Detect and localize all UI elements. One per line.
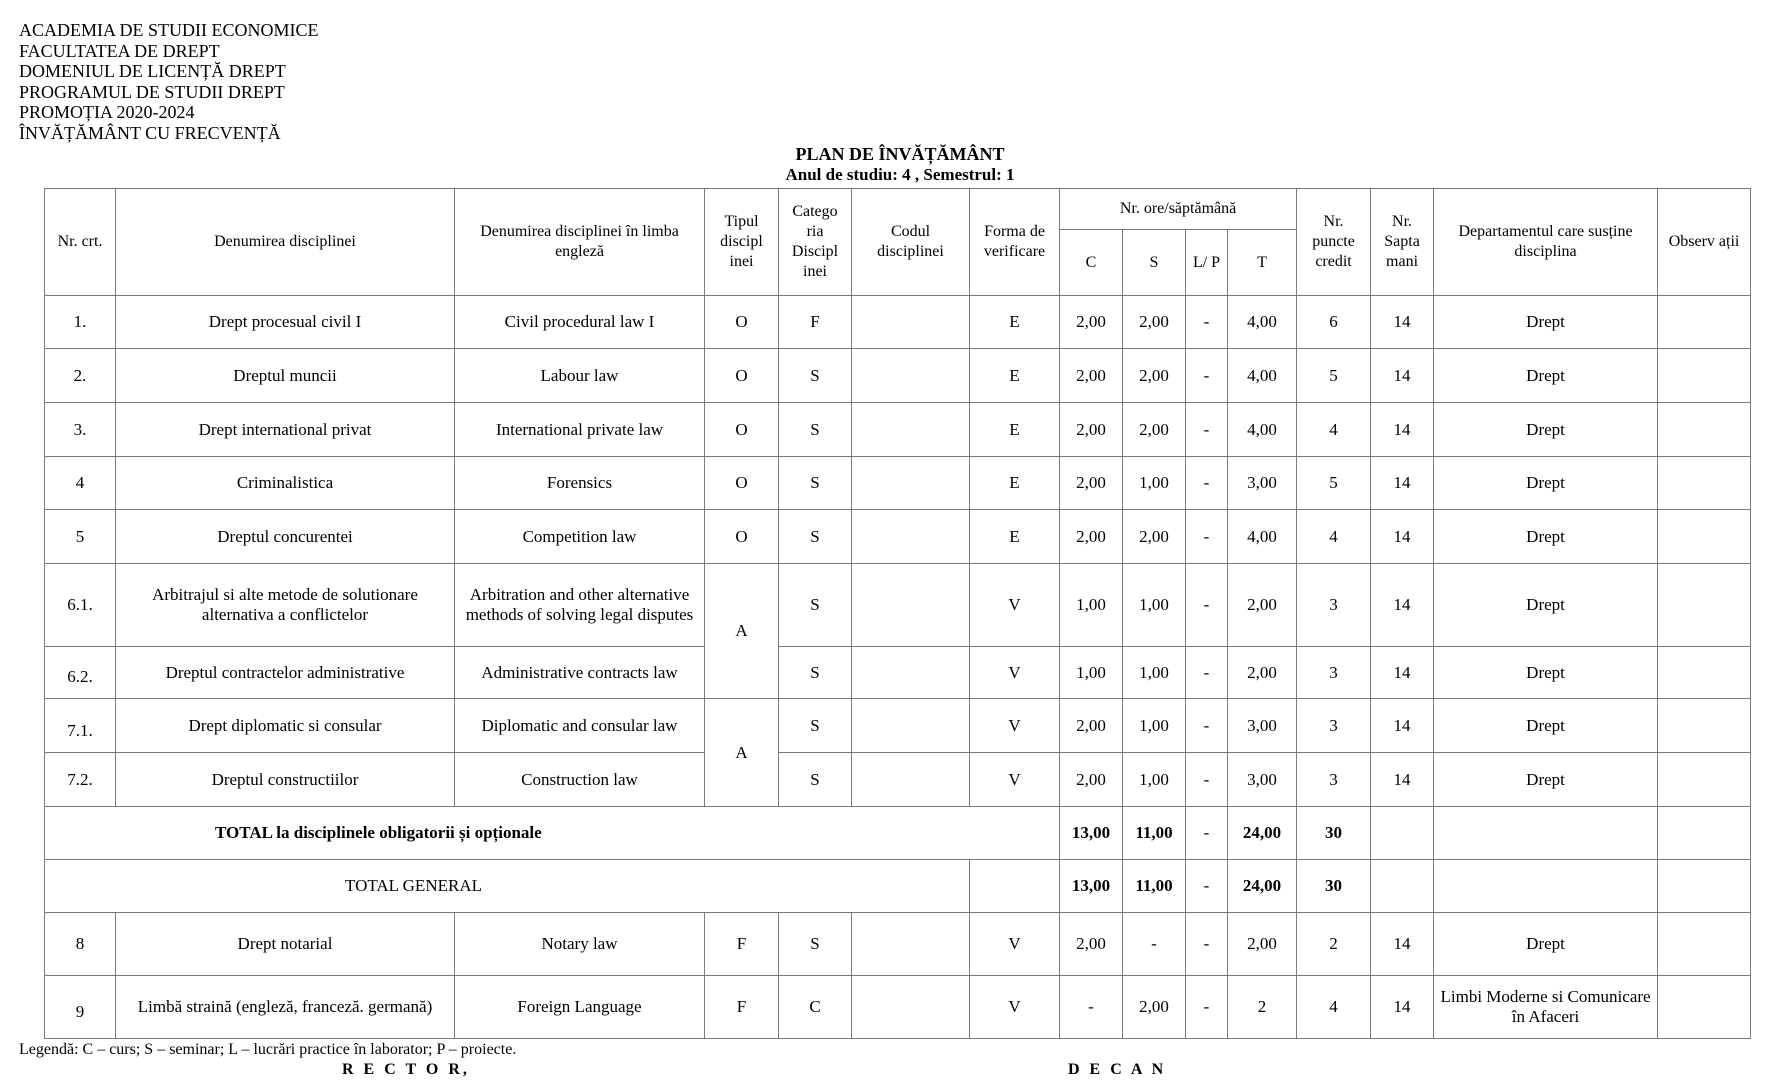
cell-s: 1,00 <box>1123 699 1186 753</box>
cell-nr: 8 <box>45 913 116 976</box>
col-header-s: S <box>1123 230 1186 296</box>
cell-cod <box>852 349 970 403</box>
cell-obs <box>1658 403 1751 457</box>
cell-nr: 7.1. <box>45 699 116 753</box>
cell-forma: E <box>970 510 1060 564</box>
cell-name-en: Civil procedural law I <box>455 296 705 349</box>
cell-tip: O <box>705 349 779 403</box>
cell-tip-group: A <box>705 564 779 699</box>
cell-credit: 3 <box>1297 699 1371 753</box>
table-row <box>45 403 1751 457</box>
cell-s: 2,00 <box>1123 349 1186 403</box>
cell-t: 2,00 <box>1228 647 1297 699</box>
cell-cod <box>852 510 970 564</box>
cell-sapt: 14 <box>1371 349 1434 403</box>
cell-credit: 2 <box>1297 913 1371 976</box>
cell-dept: Drept <box>1434 564 1658 647</box>
cell-tip: F <box>705 976 779 1039</box>
cell-tip: O <box>705 510 779 564</box>
total-empty <box>1434 807 1658 860</box>
header-program: PROGRAMUL DE STUDII DREPT <box>19 81 285 102</box>
cell-forma: V <box>970 564 1060 647</box>
header-study-form: ÎNVĂȚĂMÂNT CU FRECVENȚĂ <box>19 122 281 143</box>
cell-cod <box>852 647 970 699</box>
col-header-name-en: Denumirea disciplinei în limba engleză <box>455 189 705 296</box>
cell-s: 2,00 <box>1123 510 1186 564</box>
cell-name-en: Foreign Language <box>455 976 705 1039</box>
table-row <box>45 349 1751 403</box>
col-header-nr: Nr. crt. <box>45 189 116 296</box>
total-general-empty <box>1434 860 1658 913</box>
cell-forma: E <box>970 296 1060 349</box>
cell-sapt: 14 <box>1371 403 1434 457</box>
cell-categ: S <box>779 403 852 457</box>
cell-s: 2,00 <box>1123 976 1186 1039</box>
col-header-sapt: Nr. Sapta mani <box>1371 189 1434 296</box>
total-general-empty <box>1658 860 1751 913</box>
cell-categ: F <box>779 296 852 349</box>
cell-forma: V <box>970 699 1060 753</box>
col-header-credit: Nr. puncte credit <box>1297 189 1371 296</box>
cell-nr: 6.1. <box>45 564 116 647</box>
cell-forma: E <box>970 457 1060 510</box>
cell-c: 2,00 <box>1060 510 1123 564</box>
institution-header <box>19 20 319 143</box>
cell-forma: V <box>970 753 1060 807</box>
total-general-empty <box>970 860 1060 913</box>
cell-lp: - <box>1186 913 1228 976</box>
cell-sapt: 14 <box>1371 976 1434 1039</box>
table-row <box>45 457 1751 510</box>
cell-name: Dreptul concurentei <box>116 510 455 564</box>
cell-sapt: 14 <box>1371 647 1434 699</box>
cell-dept: Drept <box>1434 296 1658 349</box>
cell-forma: V <box>970 976 1060 1039</box>
cell-lp: - <box>1186 403 1228 457</box>
cell-lp: - <box>1186 753 1228 807</box>
total-t: 24,00 <box>1228 807 1297 860</box>
cell-cod <box>852 296 970 349</box>
cell-t: 2,00 <box>1228 564 1297 647</box>
cell-obs <box>1658 976 1751 1039</box>
cell-categ: S <box>779 753 852 807</box>
curriculum-table <box>44 188 1751 1039</box>
cell-cod <box>852 913 970 976</box>
cell-lp: - <box>1186 976 1228 1039</box>
table-row <box>45 647 1751 699</box>
cell-dept: Drept <box>1434 913 1658 976</box>
table-row <box>45 913 1751 976</box>
col-header-c: C <box>1060 230 1123 296</box>
cell-t: 3,00 <box>1228 753 1297 807</box>
cell-dept: Drept <box>1434 403 1658 457</box>
cell-c: 2,00 <box>1060 403 1123 457</box>
total-c: 13,00 <box>1060 807 1123 860</box>
cell-sapt: 14 <box>1371 564 1434 647</box>
cell-c: 2,00 <box>1060 913 1123 976</box>
cell-nr: 2. <box>45 349 116 403</box>
cell-name-en: Labour law <box>455 349 705 403</box>
cell-tip: O <box>705 296 779 349</box>
cell-t: 4,00 <box>1228 510 1297 564</box>
cell-credit: 3 <box>1297 564 1371 647</box>
cell-obs <box>1658 349 1751 403</box>
cell-name-en: International private law <box>455 403 705 457</box>
cell-obs <box>1658 564 1751 647</box>
cell-sapt: 14 <box>1371 457 1434 510</box>
col-header-obs: Observ ații <box>1658 189 1751 296</box>
cell-dept: Limbi Moderne si Comunicare în Afaceri <box>1434 976 1658 1039</box>
cell-s: 2,00 <box>1123 403 1186 457</box>
cell-lp: - <box>1186 457 1228 510</box>
cell-name: Criminalistica <box>116 457 455 510</box>
cell-c: 2,00 <box>1060 457 1123 510</box>
cell-cod <box>852 403 970 457</box>
cell-sapt: 14 <box>1371 753 1434 807</box>
cell-c: 2,00 <box>1060 753 1123 807</box>
cell-name-en: Diplomatic and consular law <box>455 699 705 753</box>
legend: Legendă: C – curs; S – seminar; L – lucrări practice în laborator; P – proiecte. <box>19 1041 517 1058</box>
col-header-ore: Nr. ore/săptămână <box>1060 189 1297 230</box>
cell-categ: S <box>779 647 852 699</box>
cell-cod <box>852 753 970 807</box>
cell-obs <box>1658 457 1751 510</box>
cell-credit: 3 <box>1297 647 1371 699</box>
cell-dept: Drept <box>1434 349 1658 403</box>
cell-credit: 6 <box>1297 296 1371 349</box>
total-empty <box>1658 807 1751 860</box>
cell-categ: S <box>779 510 852 564</box>
cell-dept: Drept <box>1434 699 1658 753</box>
header-university: ACADEMIA DE STUDII ECONOMICE <box>19 20 319 40</box>
cell-categ: C <box>779 976 852 1039</box>
cell-name: Drept notarial <box>116 913 455 976</box>
cell-nr: 9 <box>45 976 116 1039</box>
cell-nr: 7.2. <box>45 753 116 807</box>
cell-lp: - <box>1186 296 1228 349</box>
cell-c: 2,00 <box>1060 699 1123 753</box>
cell-obs <box>1658 753 1751 807</box>
cell-name: Dreptul constructiilor <box>116 753 455 807</box>
cell-name-en: Notary law <box>455 913 705 976</box>
col-header-categ: Catego ria Discipl inei <box>779 189 852 296</box>
cell-credit: 4 <box>1297 976 1371 1039</box>
signature-decan: D E C A N <box>1068 1061 1167 1078</box>
cell-nr: 4 <box>45 457 116 510</box>
cell-name: Drept diplomatic si consular <box>116 699 455 753</box>
cell-tip: O <box>705 403 779 457</box>
cell-forma: V <box>970 913 1060 976</box>
total-s: 11,00 <box>1123 807 1186 860</box>
col-header-t: T <box>1228 230 1297 296</box>
cell-credit: 4 <box>1297 403 1371 457</box>
cell-c: 2,00 <box>1060 296 1123 349</box>
cell-name: Arbitrajul si alte metode de solutionare alternativa a conflictelor <box>116 564 455 647</box>
total-general-empty <box>1371 860 1434 913</box>
cell-s: 2,00 <box>1123 296 1186 349</box>
cell-lp: - <box>1186 564 1228 647</box>
document-title: PLAN DE ÎNVĂȚĂMÂNT <box>795 144 1005 164</box>
total-general-row <box>45 860 1751 913</box>
cell-credit: 5 <box>1297 349 1371 403</box>
cell-name-en: Competition law <box>455 510 705 564</box>
cell-t: 3,00 <box>1228 699 1297 753</box>
total-general-s: 11,00 <box>1123 860 1186 913</box>
table-row <box>45 296 1751 349</box>
header-promotion: PROMOȚIA 2020-2024 <box>19 102 195 122</box>
table-row <box>45 510 1751 564</box>
cell-categ: S <box>779 564 852 647</box>
cell-dept: Drept <box>1434 510 1658 564</box>
cell-categ: S <box>779 699 852 753</box>
total-credit: 30 <box>1297 807 1371 860</box>
cell-name: Dreptul muncii <box>116 349 455 403</box>
cell-s: 1,00 <box>1123 647 1186 699</box>
total-label: TOTAL la disciplinele obligatorii și opționale <box>45 807 1060 860</box>
cell-nr: 6.2. <box>45 647 116 699</box>
cell-t: 4,00 <box>1228 349 1297 403</box>
cell-name: Dreptul contractelor administrative <box>116 647 455 699</box>
cell-sapt: 14 <box>1371 296 1434 349</box>
cell-t: 4,00 <box>1228 403 1297 457</box>
cell-tip-group: A <box>705 699 779 807</box>
cell-credit: 3 <box>1297 753 1371 807</box>
cell-sapt: 14 <box>1371 510 1434 564</box>
cell-lp: - <box>1186 699 1228 753</box>
col-header-name: Denumirea disciplinei <box>116 189 455 296</box>
cell-sapt: 14 <box>1371 913 1434 976</box>
signature-rector: R E C T O R, <box>342 1061 470 1078</box>
table-row <box>45 753 1751 807</box>
cell-s: 1,00 <box>1123 457 1186 510</box>
cell-t: 3,00 <box>1228 457 1297 510</box>
cell-lp: - <box>1186 510 1228 564</box>
col-header-lp: L/ P <box>1186 230 1228 296</box>
col-header-dept: Departamentul care susține disciplina <box>1434 189 1658 296</box>
cell-cod <box>852 457 970 510</box>
cell-name-en: Forensics <box>455 457 705 510</box>
cell-obs <box>1658 510 1751 564</box>
table-row <box>45 976 1751 1039</box>
total-row <box>45 807 1751 860</box>
total-general-c: 13,00 <box>1060 860 1123 913</box>
total-general-label: TOTAL GENERAL <box>45 860 970 913</box>
cell-name-en: Construction law <box>455 753 705 807</box>
cell-forma: E <box>970 349 1060 403</box>
cell-s: - <box>1123 913 1186 976</box>
cell-nr: 1. <box>45 296 116 349</box>
cell-sapt: 14 <box>1371 699 1434 753</box>
document-subtitle: Anul de studiu: 4 , Semestrul: 1 <box>785 165 1015 184</box>
col-header-forma: Forma de verificare <box>970 189 1060 296</box>
cell-categ: S <box>779 913 852 976</box>
total-general-lp: - <box>1186 860 1228 913</box>
cell-c: 1,00 <box>1060 647 1123 699</box>
cell-categ: S <box>779 349 852 403</box>
cell-credit: 4 <box>1297 510 1371 564</box>
cell-obs <box>1658 296 1751 349</box>
cell-c: - <box>1060 976 1123 1039</box>
cell-lp: - <box>1186 349 1228 403</box>
cell-tip: F <box>705 913 779 976</box>
cell-cod <box>852 564 970 647</box>
cell-obs <box>1658 699 1751 753</box>
total-general-credit: 30 <box>1297 860 1371 913</box>
col-header-cod: Codul disciplinei <box>852 189 970 296</box>
cell-dept: Drept <box>1434 457 1658 510</box>
cell-c: 1,00 <box>1060 564 1123 647</box>
header-faculty: FACULTATEA DE DREPT <box>19 40 220 61</box>
cell-name-en: Administrative contracts law <box>455 647 705 699</box>
cell-name: Limbă straină (engleză, franceză. germană) <box>116 976 455 1039</box>
cell-obs <box>1658 647 1751 699</box>
cell-t: 2,00 <box>1228 913 1297 976</box>
cell-credit: 5 <box>1297 457 1371 510</box>
cell-obs <box>1658 913 1751 976</box>
col-header-tip: Tipul discipl inei <box>705 189 779 296</box>
cell-cod <box>852 699 970 753</box>
cell-c: 2,00 <box>1060 349 1123 403</box>
header-domain: DOMENIUL DE LICENȚĂ DREPT <box>19 61 286 81</box>
cell-t: 4,00 <box>1228 296 1297 349</box>
cell-name: Drept procesual civil I <box>116 296 455 349</box>
cell-s: 1,00 <box>1123 564 1186 647</box>
cell-name-en: Arbitration and other alternative methods of solving legal disputes <box>455 564 705 647</box>
cell-nr: 3. <box>45 403 116 457</box>
cell-cod <box>852 976 970 1039</box>
cell-t: 2 <box>1228 976 1297 1039</box>
cell-s: 1,00 <box>1123 753 1186 807</box>
cell-forma: E <box>970 403 1060 457</box>
cell-categ: S <box>779 457 852 510</box>
total-lp: - <box>1186 807 1228 860</box>
cell-forma: V <box>970 647 1060 699</box>
cell-tip: O <box>705 457 779 510</box>
cell-name: Drept international privat <box>116 403 455 457</box>
total-general-t: 24,00 <box>1228 860 1297 913</box>
cell-nr: 5 <box>45 510 116 564</box>
table-row <box>45 699 1751 753</box>
cell-dept: Drept <box>1434 753 1658 807</box>
total-empty <box>1371 807 1434 860</box>
cell-dept: Drept <box>1434 647 1658 699</box>
cell-lp: - <box>1186 647 1228 699</box>
table-row <box>45 564 1751 647</box>
